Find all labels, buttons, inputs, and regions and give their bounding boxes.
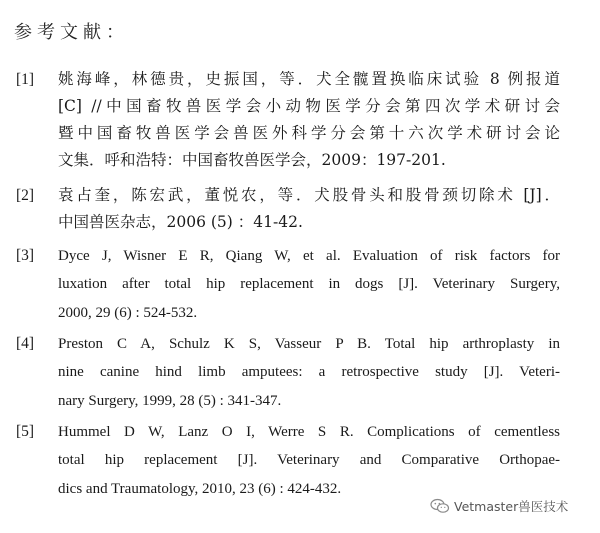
reference-line: 2000, 29 (6) : 524-532. bbox=[58, 304, 198, 321]
watermark bbox=[430, 495, 568, 517]
reference-line: nary Surgery, 1999, 28 (5) : 341-347. bbox=[58, 392, 282, 409]
reference-line: total hip replacement [J]. Veterinary and Comparative Orthopae- bbox=[58, 452, 560, 469]
reference-number: [1] bbox=[16, 71, 35, 88]
reference-item-2 bbox=[16, 182, 560, 236]
reference-number: [4] bbox=[16, 335, 35, 352]
reference-number: [2] bbox=[16, 187, 35, 204]
references-heading: 参考文献： bbox=[14, 22, 129, 43]
reference-line: 中国兽医杂志，2006 (5) ：41-42. bbox=[58, 213, 303, 231]
reference-line: 文集．呼和浩特：中国畜牧兽医学会，2009：197-201. bbox=[58, 151, 446, 169]
reference-line: Dyce J, Wisner E R, Qiang W, et al. Evaluation of risk factors for bbox=[58, 248, 560, 264]
reference-item-3 bbox=[16, 242, 560, 327]
reference-line: luxation after total hip replacement in dogs [J]. Veterinary Surgery, bbox=[58, 276, 560, 293]
reference-item-4 bbox=[16, 330, 560, 415]
reference-item-1 bbox=[16, 66, 560, 174]
reference-line: 袁占奎，陈宏武，董悦农，等．犬股骨头和股骨颈切除术 [J]． bbox=[58, 186, 560, 204]
reference-line: dics and Traumatology, 2010, 23 (6) : 424-432. bbox=[58, 480, 342, 497]
reference-number: [3] bbox=[16, 247, 35, 264]
watermark-text: Vetmaster兽医技术 bbox=[454, 499, 569, 514]
reference-line: Preston C A, Schulz K S, Vasseur P B. Total hip arthroplasty in bbox=[58, 336, 560, 352]
wechat-icon bbox=[430, 498, 450, 514]
reference-line: [C] //中国畜牧兽医学会小动物医学分会第四次学术研讨会 bbox=[58, 97, 560, 115]
reference-number: [5] bbox=[16, 423, 35, 440]
reference-line: Hummel D W, Lanz O I, Werre S R. Complications of cementless bbox=[58, 424, 560, 440]
reference-line: nine canine hind limb amputees: a retrospective study [J]. Veteri- bbox=[58, 364, 560, 381]
reference-line: 暨中国畜牧兽医学会兽医外科学分会第十六次学术研讨会论 bbox=[58, 124, 560, 142]
reference-item-5 bbox=[16, 418, 560, 503]
reference-line: 姚海峰，林德贵，史振国，等．犬全髋置换临床试验 8 例报道 bbox=[58, 70, 560, 88]
